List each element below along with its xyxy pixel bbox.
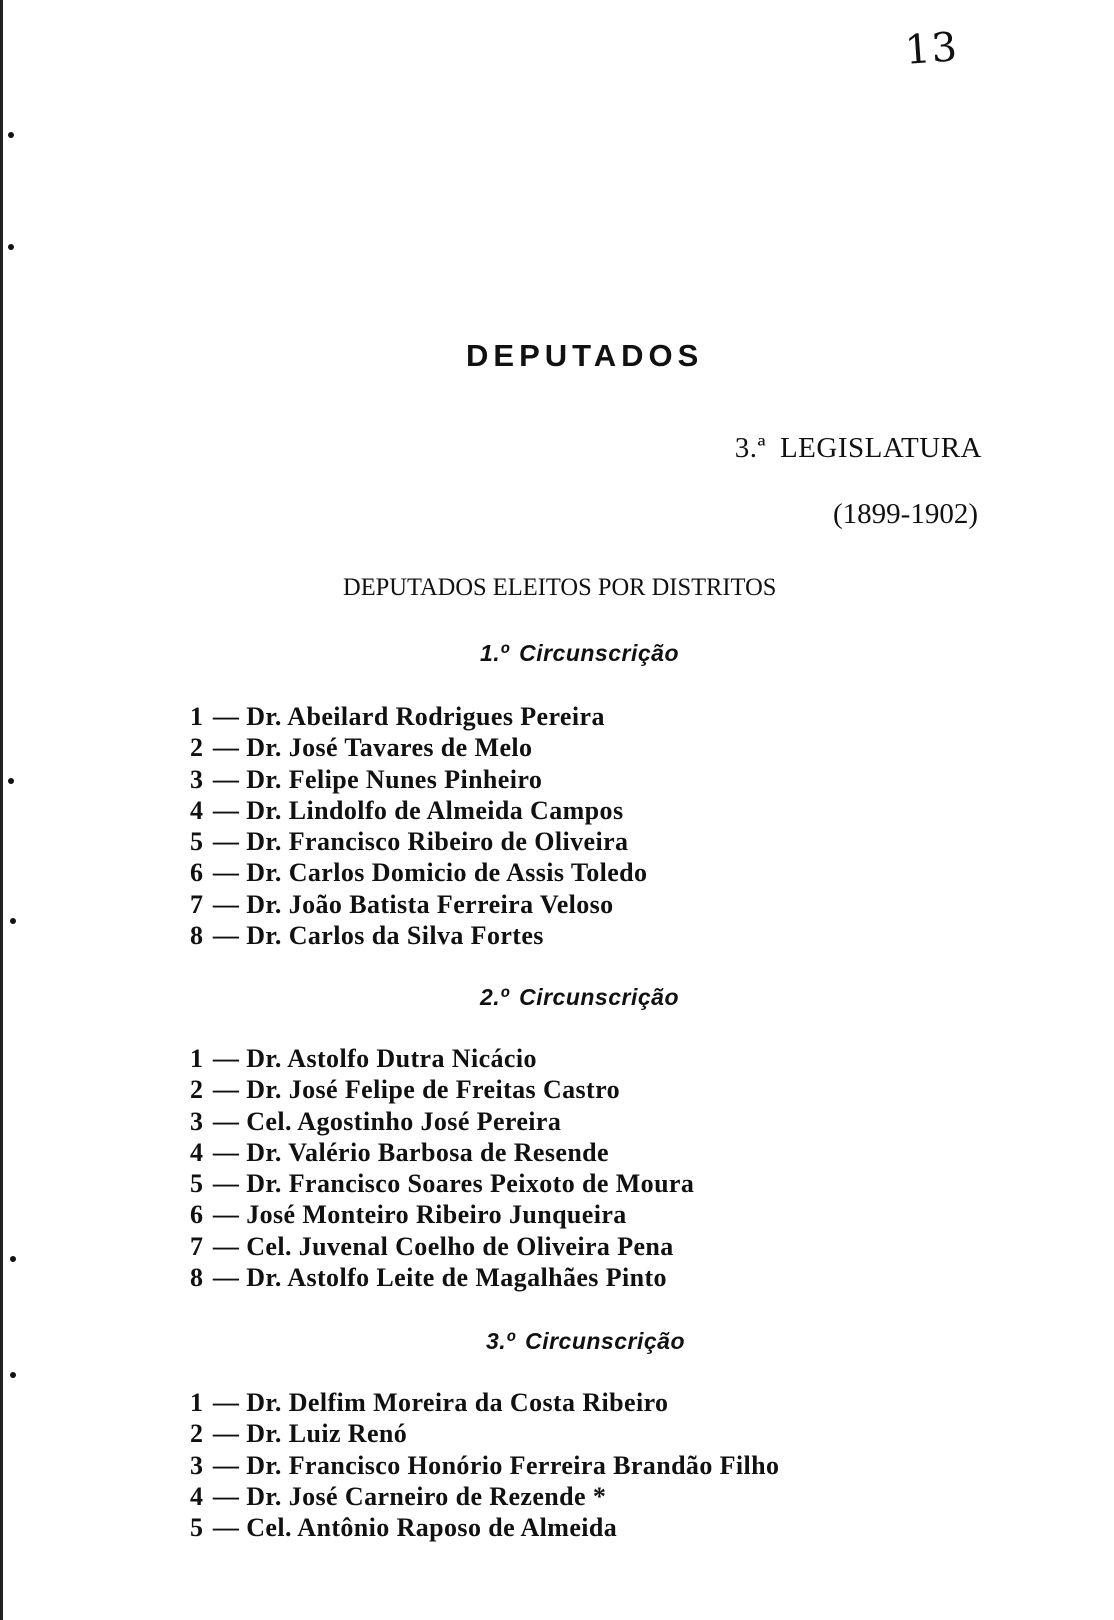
item-number: 4 [190,1481,204,1511]
deputy-name: — Dr. Carlos da Silva Fortes [212,921,544,951]
item-number: 7 [190,1231,204,1261]
deputy-name: — Cel. Agostinho José Pereira [212,1106,562,1136]
circunscricao-heading [486,1328,685,1355]
list-item [190,732,647,763]
page-number: 13 [903,24,960,74]
deputies-list [190,701,647,951]
item-number: 8 [190,921,204,951]
list-item [190,920,647,951]
item-number: 7 [190,889,204,919]
item-number: 5 [190,1169,204,1199]
item-number: 3 [190,764,204,794]
circunscricao-label: Circunscrição [525,1328,685,1354]
list-item [190,857,647,888]
deputies-list [190,1043,694,1293]
list-item [190,1074,694,1105]
list-item [190,1106,694,1137]
list-item [190,1387,779,1418]
item-number: 5 [190,827,204,857]
item-number: 2 [190,1075,204,1105]
legislatura-label: LEGISLATURA [779,432,982,464]
legislatura-heading [735,432,982,465]
item-number: 2 [190,733,204,763]
scan-speck [10,918,16,924]
deputy-name: — Dr. João Batista Ferreira Veloso [212,889,614,919]
circunscricao-heading [480,640,679,667]
page-title: DEPUTADOS [466,338,704,373]
deputy-name: — José Monteiro Ribeiro Junqueira [212,1200,627,1230]
circunscricao-label: Circunscrição [519,640,679,666]
deputies-list [190,1387,779,1543]
deputy-name: — Dr. Valério Barbosa de Resende [212,1137,609,1167]
circunscricao-label: Circunscrição [519,984,679,1010]
deputy-name: — Dr. Francisco Honório Ferreira Brandão Filho [212,1450,780,1480]
list-item [190,1043,694,1074]
list-item [190,1481,779,1512]
deputy-name: — Dr. José Tavares de Melo [212,733,533,763]
section-subtitle: DEPUTADOS ELEITOS POR DISTRITOS [343,574,777,601]
deputy-name: — Dr. Lindolfo de Almeida Campos [212,795,624,825]
list-item [190,1168,694,1199]
deputy-name: — Dr. José Felipe de Freitas Castro [212,1075,620,1105]
deputy-name: — Dr. José Carneiro de Rezende * [212,1481,607,1511]
deputy-name: — Dr. Delfim Moreira da Costa Ribeiro [212,1388,669,1417]
item-number: 1 [190,1044,204,1073]
circunscricao-ordinal: 3.º [486,1328,516,1354]
deputy-name: — Dr. Astolfo Leite de Magalhães Pinto [212,1263,667,1293]
list-item [190,1450,779,1481]
circunscricao-ordinal: 1.º [480,640,510,666]
list-item [190,1231,694,1262]
deputy-name: — Dr. Francisco Ribeiro de Oliveira [212,827,629,857]
deputy-name: — Dr. Astolfo Dutra Nicácio [212,1044,537,1073]
legislatura-years: (1899-1902) [833,498,978,530]
deputy-name: — Dr. Abeilard Rodrigues Pereira [212,702,605,731]
list-item [190,1199,694,1230]
scan-speck [8,244,14,250]
list-item [190,701,647,732]
scan-speck [10,1256,16,1262]
deputy-name: — Dr. Luiz Renó [212,1419,408,1449]
deputy-name: — Dr. Carlos Domicio de Assis Toledo [212,858,648,888]
deputy-name: — Dr. Francisco Soares Peixoto de Moura [212,1169,695,1199]
item-number: 1 [190,1388,204,1417]
list-item [190,889,647,920]
circunscricao-heading [480,984,679,1011]
scan-speck [8,778,14,784]
legislatura-ordinal: 3.ª [734,432,766,464]
item-number: 8 [190,1263,204,1293]
item-number: 3 [190,1106,204,1136]
item-number: 3 [190,1450,204,1480]
item-number: 4 [190,795,204,825]
item-number: 6 [190,858,204,888]
item-number: 1 [190,702,204,731]
deputy-name: — Cel. Juvenal Coelho de Oliveira Pena [212,1231,674,1261]
item-number: 5 [190,1513,204,1543]
list-item [190,1418,779,1449]
list-item [190,826,647,857]
deputy-name: — Dr. Felipe Nunes Pinheiro [212,764,543,794]
list-item [190,1262,694,1293]
scan-speck [10,1372,16,1378]
list-item [190,795,647,826]
item-number: 4 [190,1137,204,1167]
deputy-name: — Cel. Antônio Raposo de Almeida [212,1513,618,1543]
item-number: 2 [190,1419,204,1449]
scan-speck [8,132,14,138]
list-item [190,1137,694,1168]
circunscricao-ordinal: 2.º [480,984,510,1010]
list-item [190,764,647,795]
item-number: 6 [190,1200,204,1230]
scan-edge [0,0,3,1620]
list-item [190,1512,779,1543]
